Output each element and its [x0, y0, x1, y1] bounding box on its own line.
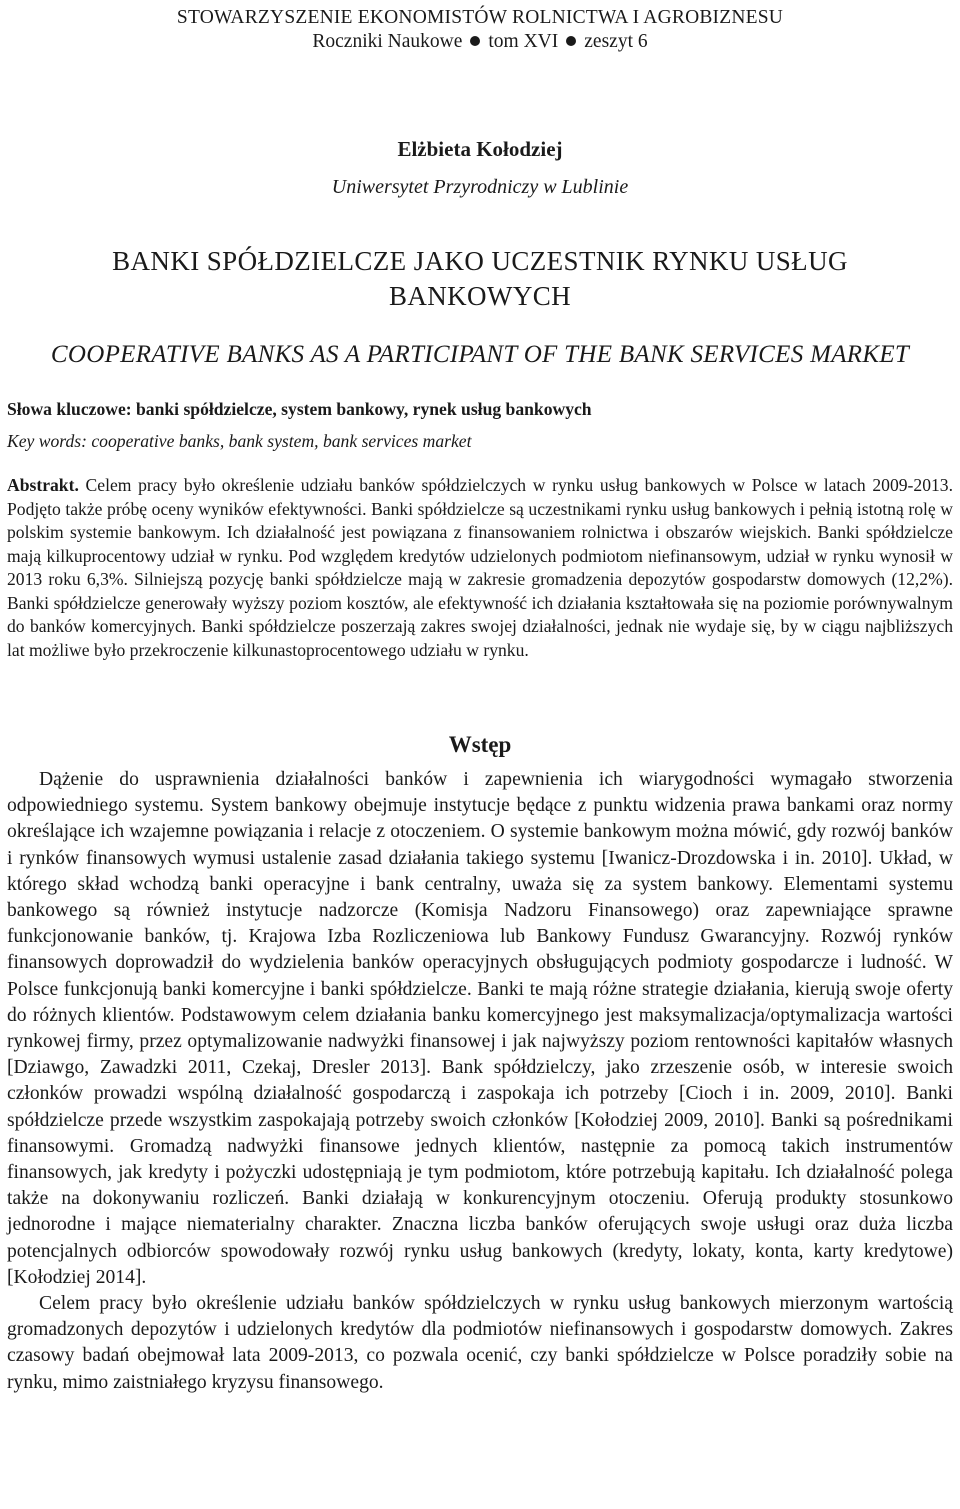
journal-issue: zeszyt 6 — [584, 31, 648, 52]
author-name: Elżbieta Kołodziej — [397, 137, 563, 161]
bullet-icon — [470, 36, 480, 46]
journal-header — [0, 6, 960, 54]
keywords-english: Key words: cooperative banks, bank system, bank services market — [7, 431, 472, 451]
body-paragraph: Celem pracy było określenie udziału banków spółdzielczych w rynku usług bankowych mierzonym wartością gromadzonych depozytów i udzielonych kredytów dla podmiotów niefinansowych i gospodarstw domowych. Zakres czasowy badań obejmował lata 2009-2013, co pozwala ocenić, czy banki spółdzielcze w Polsce poradziły sobie na rynku, mimo zaistniałego kryzysu finansowego. — [7, 1293, 953, 1393]
journal-name: Roczniki Naukowe — [312, 31, 463, 52]
abstract-text: Celem pracy było określenie udziału banków spółdzielczych w rynku usług bankowych w Polsce w latach 2009-2013. Podjęto także próbę oceny wyników efektywności. Banki spółdzielcze są uczestnikami rynku usług bankowych i pełnią istotną rolę w polskim systemie bankowym. Ich działalność jest powiązana z finansowaniem rolnictwa i obszarów wiejskich. Banki spółdzielcze mają kilkuprocentowy udział w rynku. Pod względem kredytów udzielonych podmiotom niefinansowym, udział w rynku wynosił w 2013 roku 6,3%. Silniejszą pozycję banki spółdzielcze mają w zakresie gromadzenia depozytów gospodarstw domowych (12,2%). Banki spółdzielcze generowały wyższy poziom kosztów, ale efektywność ich działania kształtowała się na poziomie porównywalnym do banków komercyjnych. Banki spółdzielcze poszerzają zakres swojej działalności, jednak nie wydaje się, by w ciągu najbliższych lat możliwe było przekroczenie kilkunastoprocentowego udziału w rynku. — [7, 475, 953, 660]
section-body — [7, 767, 953, 1396]
section-heading: Wstęp — [448, 732, 512, 757]
bullet-icon — [566, 36, 576, 46]
title-polish: BANKI SPÓŁDZIELCZE JAKO UCZESTNIK RYNKU USŁUG BANKOWYCH — [112, 246, 848, 311]
body-paragraph: Dążenie do usprawnienia działalności banków i zapewnienia ich wiarygodności wymagało stworzenia odpowiedniego systemu. System bankowy obejmuje instytucje będące z punktu widzenia prawa bankami oraz normy określające ich wzajemne powiązania i relacje z otoczeniem. O systemie bankowym można mówić, gdy rozwój banków i rynków finansowych wymusi ustalenie zasad działania takiego systemu [Iwanicz-Drozdowska i in. 2010]. Układ, w którego skład wchodzą banki operacyjne i bank centralny, uważa się za system bankowy. Elementami systemu bankowego są również instytucje nadzorcze (Komisja Nadzoru Finansowego) oraz zapewniające sprawne funkcjonowanie banków, tj. Krajowa Izba Rozliczeniowa lub Bankowy Fundusz Gwarancyjny. Rozwój rynków finansowych doprowadził do wydzielenia banków operacyjnych obsługujących podmioty gospodarcze i ludność. W Polsce funkcjonują banki komercyjne i banki spółdzielcze. Banki te mają różne strategie działania, kierują swoje oferty do różnych klientów. Podstawowym celem działania banku komercyjnego jest maksymalizacja/optymalizacja wartości rynkowej firmy, przez optymalizowanie nadwyżki finansowej i jak najwyższy poziom rentowności kapitałów własnych [Dziawgo, Zawadzki 2011, Czekaj, Dresler 2013]. Bank spółdzielczy, jako zrzeszenie osób, w interesie swoich członków prowadzi wspólną działalność gospodarczą i zaspokaja ich potrzeby [Cioch i in. 2009, 2010]. Banki spółdzielcze przede wszystkim zaspokajają potrzeby swoich członków [Kołodziej 2009, 2010]. Banki są pośrednikami finansowymi. Gromadzą nadwyżki finansowe jednych klientów, następnie za pomocą takich instrumentów finansowych, jak kredyty i pożyczki udostępniają je tym podmiotom, które potrzebują kapitału. Ich działalność polega także na dokonywaniu rozliczeń. Banki działają w konkurencyjnym otoczeniu. Oferują produkty stosunkowo jednorodne i mające niematerialny charakter. Znaczna liczba banków oferujących swoje usługi oraz duża liczba potencjalnych odbiorców spowodowały rozwój rynku usług bankowych (kredyty, lokaty, konta, karty kredytowe) [Kołodziej 2014]. — [7, 769, 953, 1288]
society-name: STOWARZYSZENIE EKONOMISTÓW ROLNICTWA I AGROBIZNESU — [176, 7, 784, 28]
title-english: COOPERATIVE BANKS AS A PARTICIPANT OF THE BANK SERVICES MARKET — [50, 341, 910, 368]
journal-volume: tom XVI — [488, 31, 559, 52]
author-affiliation: Uniwersytet Przyrodniczy w Lublinie — [331, 176, 629, 198]
abstract-label: Abstrakt. — [7, 475, 79, 495]
journal-issue-line — [0, 30, 960, 54]
abstract — [7, 474, 953, 662]
keywords-polish: Słowa kluczowe: banki spółdzielcze, system bankowy, rynek usług bankowych — [7, 399, 592, 419]
